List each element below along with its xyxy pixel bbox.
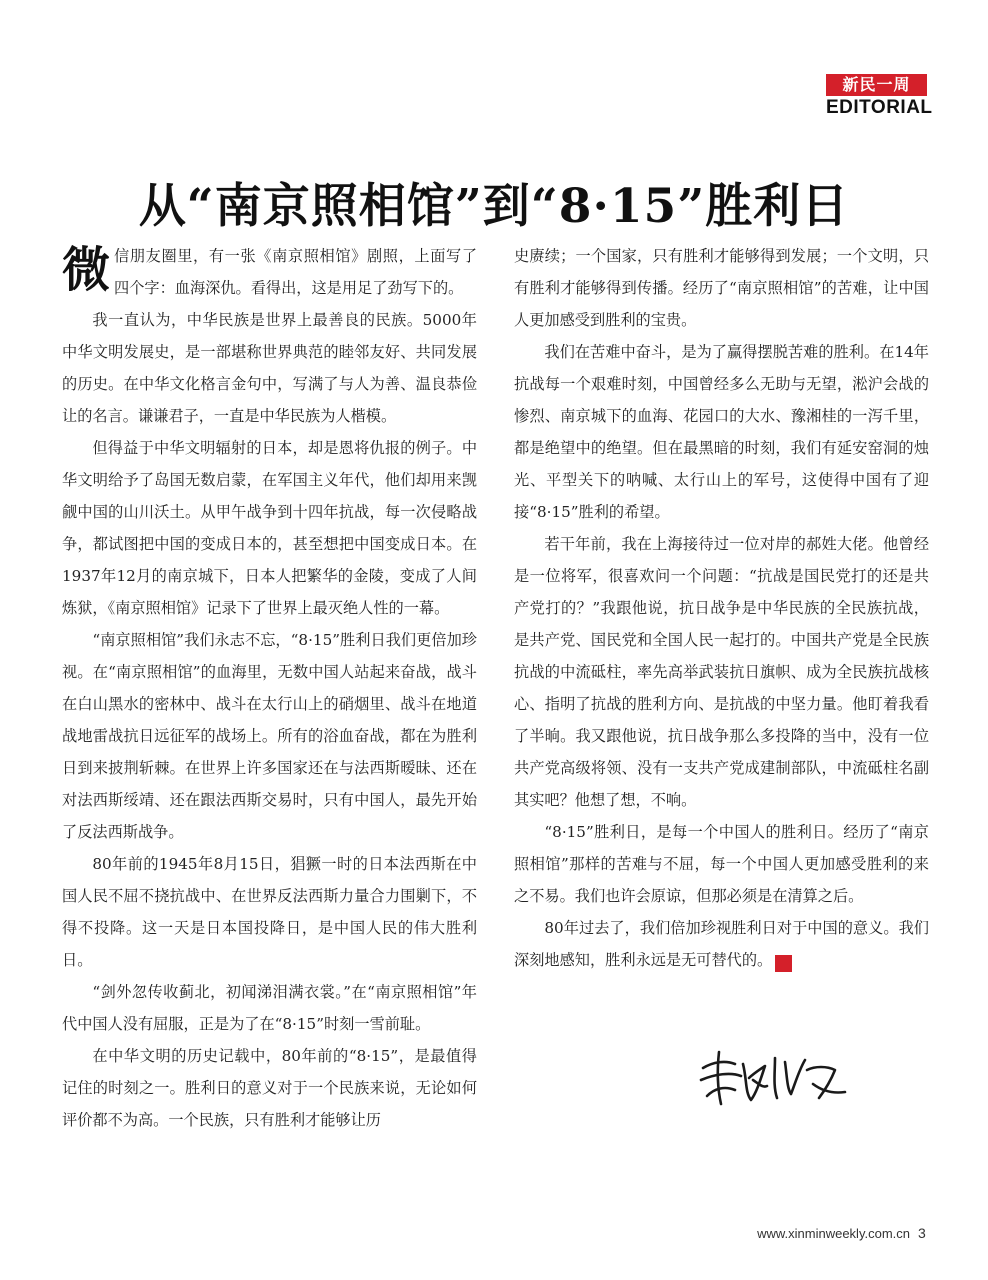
article-paragraph: “剑外忽传收蓟北，初闻涕泪满衣裳。”在“南京照相馆”年代中国人没有屈服，正是为了在“8·15”时刻一雪前耻。 [62, 983, 477, 1033]
article-paragraph: 史赓续；一个国家，只有胜利才能够得到发展；一个文明，只有胜利才能够得到传播。经历了“南京照相馆”的苦难，让中国人更加感受到胜利的宝贵。 [514, 247, 929, 329]
article-paragraph: 但得益于中华文明辐射的日本，却是恩将仇报的例子。中华文明给予了岛国无数启蒙，在军国主义年代，他们却用来觊觎中国的山川沃土。从甲午战争到十四年抗战，每一次侵略战争，都试图把中国的变成日本的，甚至想把中国变成日本。在1937年12月的南京城下，日本人把繁华的金陵，变成了人间炼狱，《南京照相馆》记录下了世界上最灭绝人性的一幕。 [62, 439, 477, 617]
section-badge [826, 74, 933, 120]
drop-cap: 微 [62, 242, 111, 298]
section-label: EDITORIAL [826, 97, 933, 118]
article-paragraph: “南京照相馆”我们永志不忘，“8·15”胜利日我们更倍加珍视。在“南京照相馆”的血海里，无数中国人站起来奋战，战斗在白山黑水的密林中、战斗在太行山上的硝烟里、战斗在地道战地雷战抗日远征军的战场上。所有的浴血奋战，都在为胜利日到来披荆斩棘。在世界上许多国家还在与法西斯暧昧、还在对法西斯绥靖、还在跟法西斯交易时，只有中国人，最先开始了反法西斯战争。 [62, 631, 477, 841]
article-paragraph: 在中华文明的历史记载中，80年前的“8·15”，是最值得记住的时刻之一。胜利日的意义对于一个民族来说，无论如何评价都不为高。一个民族，只有胜利才能够让历 [62, 1047, 477, 1129]
brand-label: 新民一周 [826, 74, 927, 96]
author-signature [695, 1040, 855, 1110]
page-number: 3 [918, 1225, 926, 1241]
article-column-left [62, 240, 477, 1136]
end-mark-icon: 民 [775, 955, 792, 972]
article-paragraph: 我一直认为，中华民族是世界上最善良的民族。5000年中华文明发展史，是一部堪称世界典范的睦邻友好、共同发展的历史。在中华文化格言金句中，写满了与人为善、温良恭俭让的名言。谦谦君子，一直是中华民族为人楷模。 [62, 311, 477, 425]
article-title: 从“南京照相馆”到“8·15”胜利日 [138, 179, 850, 235]
article-paragraph: 80年过去了，我们倍加珍视胜利日对于中国的意义。我们深刻地感知，胜利永远是无可替代的。 民 [514, 919, 929, 970]
article-paragraph: “8·15”胜利日，是每一个中国人的胜利日。经历了“南京照相馆”那样的苦难与不屈，每一个中国人更加感受胜利的来之不易。我们也许会原谅，但那必须是在清算之后。 [514, 823, 929, 905]
footer-url: www.xinminweekly.com.cn [757, 1226, 910, 1241]
article-paragraph: 80年前的1945年8月15日，猖獗一时的日本法西斯在中国人民不屈不挠抗战中、在世界反法西斯力量合力围剿下，不得不投降。这一天是日本国投降日，是中国人民的伟大胜利日。 [62, 855, 477, 969]
article-paragraph: 微信朋友圈里，有一张《南京照相馆》剧照，上面写了四个字：血海深仇。看得出，这是用足了劲写下的。 [62, 242, 477, 298]
article-paragraph: 我们在苦难中奋斗，是为了赢得摆脱苦难的胜利。在14年抗战每一个艰难时刻，中国曾经多么无助与无望，淞沪会战的惨烈、南京城下的血海、花园口的大水、豫湘桂的一泻千里，都是绝望中的绝望。但在最黑暗的时刻，我们有延安窑洞的烛光、平型关下的呐喊、太行山上的军号，这使得中国有了迎接“8·15”胜利的希望。 [514, 343, 929, 521]
article-column-right [514, 240, 929, 976]
article-paragraph: 若干年前，我在上海接待过一位对岸的郝姓大佬。他曾经是一位将军，很喜欢问一个问题：“抗战是国民党打的还是共产党打的？”我跟他说，抗日战争是中华民族的全民族抗战，是共产党、国民党和全国人民一起打的。中国共产党是全民族抗战的中流砥柱，率先高举武装抗日旗帜、成为全民族抗战核心、指明了抗战的胜利方向、是抗战的中坚力量。他盯着我看了半晌。我又跟他说，抗日战争那么多投降的当中，没有一位共产党高级将领、没有一支共产党成建制部队，中流砥柱名副其实吧？他想了想，不响。 [514, 535, 929, 809]
